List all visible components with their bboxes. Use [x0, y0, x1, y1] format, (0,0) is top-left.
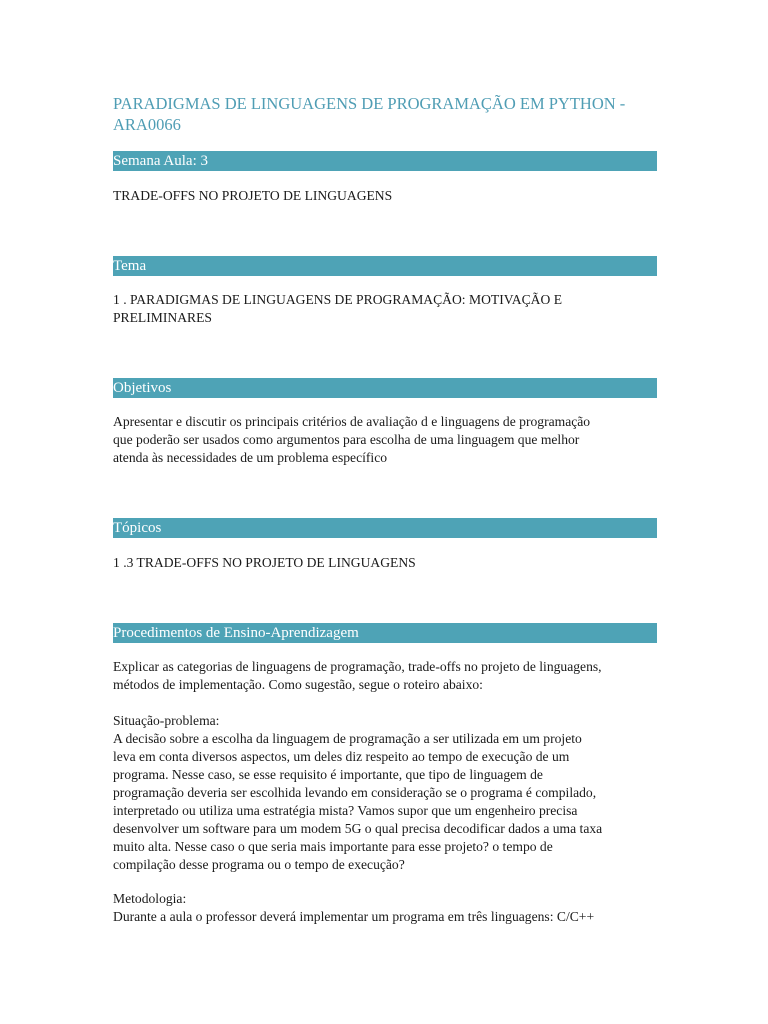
section-header-topicos	[113, 518, 657, 538]
section-header-tema	[113, 256, 657, 276]
objetivos-content	[113, 413, 657, 467]
section-heading-label: Tema	[113, 258, 147, 274]
objetivos-line: atenda às necessidades de um problema específico	[113, 450, 388, 465]
metodologia-label: Metodologia:	[113, 891, 187, 906]
situacao-line: compilação desse programa ou o tempo de execução?	[113, 857, 405, 872]
section-header-objetivos	[113, 378, 657, 398]
objetivos-line: Apresentar e discutir os principais critérios de avaliação d e linguagens de programação	[113, 414, 591, 429]
objetivos-line: que poderão ser usados como argumentos para escolha de uma linguagem que melhor	[113, 432, 580, 447]
topicos-content	[113, 554, 657, 572]
procedimentos-intro	[113, 658, 657, 694]
section-header-procedimentos	[113, 623, 657, 643]
metodologia-line: Durante a aula o professor deverá implementar um programa em três linguagens: C/C++	[113, 909, 595, 924]
situacao-label: Situação-problema:	[113, 713, 220, 728]
tema-content	[113, 291, 657, 327]
situacao-line: desenvolver um software para um modem 5G o qual precisa decodificar dados a uma taxa	[113, 821, 603, 836]
semana-content	[113, 187, 657, 205]
procedimentos-intro-line: Explicar as categorias de linguagens de programação, trade-offs no projeto de linguagens,	[113, 659, 602, 674]
semana-line: TRADE-OFFS NO PROJETO DE LINGUAGENS	[113, 188, 393, 203]
situacao-line: A decisão sobre a escolha da linguagem de programação a ser utilizada em um projeto	[113, 731, 582, 746]
metodologia	[113, 890, 657, 926]
situacao-line: muito alta. Nesse caso o que seria mais importante para esse projeto? o tempo de	[113, 839, 553, 854]
section-heading-label: Procedimentos de Ensino-Aprendizagem	[113, 625, 359, 641]
situacao-line: programação deveria ser escolhida levando em consideração se o programa é compilado,	[113, 785, 597, 800]
situacao-line: interpretado ou utiliza uma estratégia mista? Vamos supor que um engenheiro precisa	[113, 803, 578, 818]
tema-line: 1 . PARADIGMAS DE LINGUAGENS DE PROGRAMAÇÃO: MOTIVAÇÃO E	[113, 292, 563, 307]
situacao-problema	[113, 712, 657, 874]
situacao-line: programa. Nesse caso, se esse requisito é importante, que tipo de linguagem de	[113, 767, 543, 782]
document-title: PARADIGMAS DE LINGUAGENS DE PROGRAMAÇÃO EM PYTHON - ARA0066	[113, 94, 626, 134]
section-heading-label: Objetivos	[113, 380, 172, 396]
tema-line: PRELIMINARES	[113, 310, 212, 325]
topicos-line: 1 .3 TRADE-OFFS NO PROJETO DE LINGUAGENS	[113, 555, 416, 570]
section-heading-label: Tópicos	[113, 520, 162, 536]
section-heading-label: Semana Aula: 3	[113, 153, 208, 169]
section-header-semana	[113, 151, 657, 171]
procedimentos-intro-line: métodos de implementação. Como sugestão, segue o roteiro abaixo:	[113, 677, 483, 692]
situacao-line: leva em conta diversos aspectos, um deles diz respeito ao tempo de execução de um	[113, 749, 570, 764]
